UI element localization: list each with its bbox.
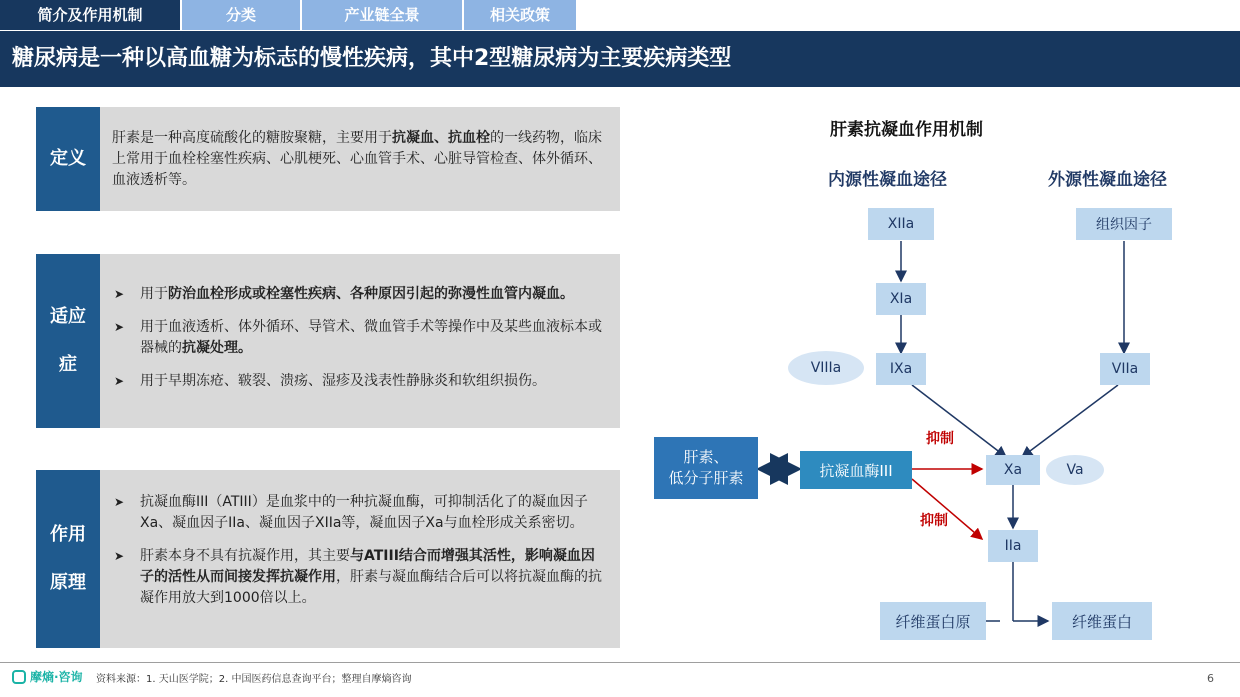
mechanism-label: 作用 原理 bbox=[36, 470, 100, 648]
top-tabs bbox=[0, 0, 578, 30]
tab-classification[interactable]: 分类 bbox=[182, 0, 300, 30]
title-bar bbox=[0, 31, 1240, 87]
arrow-bullet-icon: ➤ bbox=[114, 374, 125, 388]
list-item: ➤ 用于早期冻疮、皲裂、溃疡、湿疹及浅表性静脉炎和软组织损伤。 bbox=[112, 371, 608, 392]
node-antithrombin-iii: 抗凝血酶III bbox=[800, 451, 912, 489]
indications-panel bbox=[36, 254, 620, 428]
node-iia: IIa bbox=[988, 530, 1038, 562]
node-tissue-factor: 组织因子 bbox=[1076, 208, 1172, 240]
list-item: ➤ 肝素本身不具有抗凝作用，其主要与ATIII结合而增强其活性，影响凝血因子的活性从而间接发挥抗凝作用，肝素与凝血酶结合后可以将抗凝血酶的抗凝作用放大到1000倍以上。 bbox=[114, 548, 602, 606]
inhibit-label-xa: 抑制 bbox=[926, 431, 954, 447]
brand-logo bbox=[12, 668, 83, 685]
mechanism-list bbox=[112, 492, 608, 621]
tab-policy[interactable]: 相关政策 bbox=[464, 0, 576, 30]
mechanism-panel bbox=[36, 470, 620, 648]
heparin-mechanism-diagram bbox=[640, 95, 1240, 655]
diagram-title: 肝素抗凝血作用机制 bbox=[830, 120, 983, 140]
brand-name: 摩熵·咨询 bbox=[30, 670, 83, 684]
node-viiia: VIIIa bbox=[788, 351, 864, 385]
brand-mark-icon bbox=[12, 670, 26, 684]
footer-divider bbox=[0, 662, 1240, 663]
list-item: ➤ 用于防治血栓形成或栓塞性疾病、各种原因引起的弥漫性血管内凝血。 bbox=[112, 284, 608, 305]
definition-label: 定义 bbox=[36, 107, 100, 211]
arrow-bullet-icon: ➤ bbox=[114, 549, 125, 563]
node-viia: VIIa bbox=[1100, 353, 1150, 385]
node-xia: XIa bbox=[876, 283, 926, 315]
node-ixa: IXa bbox=[876, 353, 926, 385]
list-item: ➤ 抗凝血酶III（ATIII）是血浆中的一种抗凝血酶，可抑制活化了的凝血因子Xa、凝血因子IIa、凝血因子XIIa等，凝血因子Xa与血栓形成关系密切。 bbox=[114, 494, 588, 531]
definition-panel bbox=[36, 107, 620, 211]
indications-label: 适应 症 bbox=[36, 254, 100, 428]
node-fibrin: 纤维蛋白 bbox=[1052, 602, 1152, 640]
extrinsic-pathway-label: 外源性凝血途径 bbox=[1048, 170, 1167, 190]
arrow-bullet-icon: ➤ bbox=[114, 287, 125, 301]
arrow-bullet-icon: ➤ bbox=[114, 320, 125, 334]
inhibit-label-iia: 抑制 bbox=[920, 513, 948, 529]
tab-industry-chain[interactable]: 产业链全景 bbox=[302, 0, 462, 30]
page-title: 糖尿病是一种以高血糖为标志的慢性疾病，其中2型糖尿病为主要疾病类型 bbox=[12, 46, 732, 71]
arrow-bullet-icon: ➤ bbox=[114, 495, 125, 509]
node-heparin: 肝素、 低分子肝素 bbox=[654, 437, 758, 499]
list-item: ➤ 用于血液透析、体外循环、导管术、微血管手术等操作中及某些血液标本或器械的抗凝处理。 bbox=[114, 319, 602, 356]
page-number: 6 bbox=[1207, 672, 1214, 685]
source-note: 资料来源：1. 天山医学院；2. 中国医药信息查询平台；整理自摩熵咨询 bbox=[96, 674, 412, 685]
definition-text: 肝素是一种高度硫酸化的糖胺聚糖，主要用于抗凝血、抗血栓的一线药物，临床上常用于血栓栓塞性疾病、心肌梗死、心血管手术、心脏导管检查、体外循环、血液透析等。 bbox=[112, 130, 602, 188]
node-fibrinogen: 纤维蛋白原 bbox=[880, 602, 986, 640]
node-xiia: XIIa bbox=[868, 208, 934, 240]
intrinsic-pathway-label: 内源性凝血途径 bbox=[828, 170, 947, 190]
node-va: Va bbox=[1046, 455, 1104, 485]
inhibit-arrow-iia bbox=[912, 479, 982, 539]
tab-intro[interactable]: 简介及作用机制 bbox=[0, 0, 180, 30]
node-xa: Xa bbox=[986, 455, 1040, 485]
arrow-viia-xa bbox=[1022, 385, 1118, 457]
indications-list bbox=[112, 284, 608, 404]
